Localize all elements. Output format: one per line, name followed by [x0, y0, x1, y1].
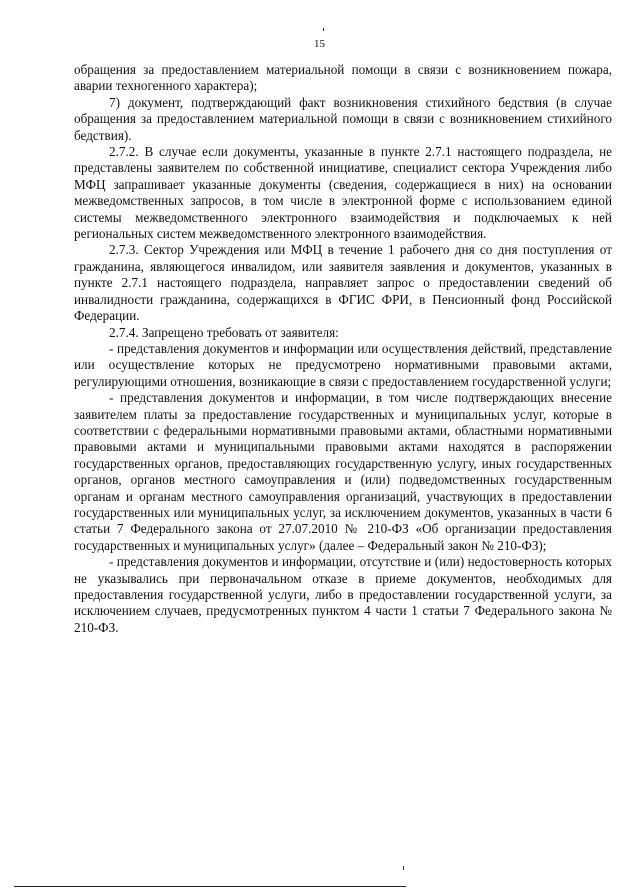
- scan-speck: [323, 28, 324, 31]
- prohibition-item-1: - представления документов и информации или осуществления действий, представление или осуществление которых не предусмотрено нормативными правовыми актами, регулирующими отношения, возникающие в связи с предоставлением государственной услуги;: [74, 340, 612, 389]
- scan-speck: [403, 866, 404, 870]
- footer-rule: [14, 886, 406, 887]
- list-item-7: 7) документ, подтверждающий факт возникновения стихийного бедствия (в случае обращения за предоставлением материальной помощи в связи с возникновением стихийного бедствия).: [74, 94, 612, 143]
- document-body: [74, 62, 612, 636]
- page-number: 15: [314, 38, 325, 50]
- paragraph-continuation: обращения за предоставлением материальной помощи в связи с возникновением пожара, аварии техногенного характера);: [74, 62, 612, 94]
- clause-2-7-3: 2.7.3. Сектор Учреждения или МФЦ в течение 1 рабочего дня со дня поступления от гражданина, являющегося инвалидом, или заявителя заявления и документов, указанных в пункте 2.7.1 настоящего подраздела, направляет запрос о предоставлении сведений об инвалидности гражданина, содержащихся в ФГИС ФРИ, в Пенсионный фонд Российской Федерации.: [74, 242, 612, 324]
- prohibition-item-3: - представления документов и информации, отсутствие и (или) недостоверность которых не указывались при первоначальном отказе в приеме документов, необходимых для предоставления государственной услуги, либо в предоставлении государственной услуги, за исключением случаев, предусмотренных пунктом 4 части 1 статьи 7 Федерального закона № 210-ФЗ.: [74, 554, 612, 635]
- clause-2-7-4: 2.7.4. Запрещено требовать от заявителя:: [109, 324, 339, 340]
- clause-2-7-2: 2.7.2. В случае если документы, указанные в пункте 2.7.1 настоящего подраздела, не представлены заявителем по собственной инициативе, специалист сектора Учреждения либо МФЦ запрашивает указанные документы (сведения, содержащиеся в них) на основании межведомственных запросов, в том числе в электронной форме с использованием единой системы межведомственного электронного взаимодействия и подключаемых к ней региональных систем межведомственного электронного взаимодействия.: [74, 144, 612, 242]
- prohibition-item-2: - представления документов и информации, в том числе подтверждающих внесение заявителем платы за предоставление государственных и муниципальных услуг, которые в соответствии с федеральными нормативными правовыми актами, областными нормативными правовыми актами и муниципальными правовыми актами находятся в распоряжении государственных органов, предоставляющих государственную услугу, иных государственных органов, органов местного самоуправления и (или) подведомственных государственным органам и органам местного самоуправления организаций, участвующих в предоставлении государственных или муниципальных услуг, за исключением документов, указанных в части 6 статьи 7 Федерального закона от 27.07.2010 № 210-ФЗ «Об организации предоставления государственных и муниципальных услуг» (далее – Федеральный закон № 210-ФЗ);: [74, 390, 612, 553]
